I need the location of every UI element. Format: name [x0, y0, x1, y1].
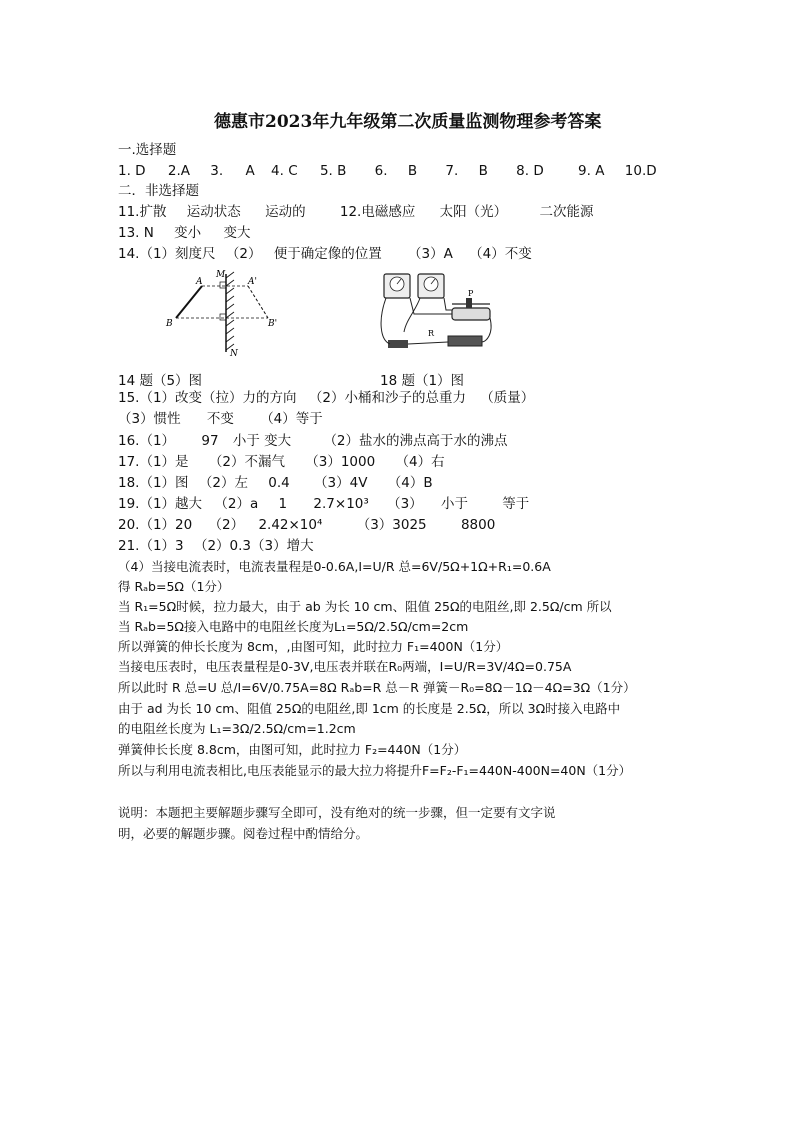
answer-3-num: 3. — [210, 163, 224, 179]
label-m: M — [216, 270, 226, 280]
note-line-2: 明，必要的解题步骤。阅卷过程中酌情给分。 — [118, 826, 369, 841]
q18-d: （3）4V — [314, 475, 368, 491]
q15-f: （4）等于 — [260, 411, 323, 427]
label-n: N — [230, 349, 238, 358]
q14-d: （3）A — [408, 246, 453, 262]
answer-8: 8. D — [516, 163, 544, 179]
q21-a: 21.（1）3 — [118, 538, 184, 554]
q18-c: 0.4 — [268, 475, 290, 491]
q19-g: 等于 — [502, 496, 530, 512]
explain-line-3: 当 R₁=5Ω时候，拉力最大，由于 ab 为长 10 cm、阻值 25Ω的电阻丝,即 2.5Ω/cm 所以 — [118, 599, 612, 614]
page-title: 德惠市2023年九年级第二次质量监测物理参考答案 — [214, 112, 602, 132]
q16-d: （2）盐水的沸点高于水的沸点 — [323, 433, 508, 449]
explain-line-7: 所以此时 R 总=U 总/I=6V/0.75A=8Ω Rₐb=R 总－R 弹簧－R₀=8Ω－1Ω－4Ω=3Ω（1分） — [118, 680, 636, 695]
q14-e: （4）不变 — [469, 246, 532, 262]
q20-e: 8800 — [460, 517, 496, 533]
image-ab — [248, 286, 268, 318]
q17-d: （4）右 — [395, 454, 445, 470]
explain-line-1: （4）当接电流表时，电流表量程是0-0.6A,I=U/R 总=6V/5Ω+1Ω+R₁=0.6A — [118, 559, 551, 574]
q17-b: （2）不漏气 — [208, 454, 285, 470]
label-p: P — [468, 289, 474, 298]
answer-1: 1. D — [118, 163, 146, 179]
q18-row — [118, 474, 433, 492]
answer-3-val: A — [245, 163, 255, 179]
note-line-1: 说明：本题把主要解题步骤写全即可，没有绝对的统一步骤，但一定要有文字说 — [118, 805, 556, 820]
mirror-hatching — [226, 272, 234, 350]
explain-line-9: 的电阻丝长度为 L₁=3Ω/2.5Ω/cm=1.2cm — [118, 721, 356, 736]
label-a-prime: A' — [248, 277, 257, 287]
explain-line-4: 当 Rₐb=5Ω接入电路中的电阻丝长度为L₁=5Ω/2.5Ω/cm=2cm — [118, 619, 469, 634]
q19-c: 1 — [278, 496, 288, 512]
q12-c: 二次能源 — [539, 204, 594, 220]
right-angle-mark-b — [220, 314, 226, 320]
answer-4: 4. C — [271, 163, 298, 179]
q11-b: 运动状态 — [186, 204, 241, 220]
section-nonchoice-heading: 二．非选择题 — [118, 183, 199, 199]
q20-c: 2.42×10⁴ — [258, 517, 323, 533]
explain-line-10: 弹簧伸长长度 8.8cm，由图可知，此时拉力 F₂=440N（1分） — [118, 742, 467, 757]
caption-right: 18 题（1）图 — [380, 373, 465, 389]
explain-line-2: 得 Rₐb=5Ω（1分） — [118, 579, 230, 594]
answer-7-num: 7. — [445, 163, 459, 179]
q20-d: （3）3025 — [356, 517, 427, 533]
answer-10: 10.D — [624, 163, 657, 179]
q16-a: 16.（1） — [118, 433, 176, 449]
q15-a: 15.（1）改变（拉）力的方向 — [118, 390, 297, 406]
mirror-figure — [160, 268, 290, 358]
q17-c: （3）1000 — [305, 454, 376, 470]
q18-a: 18.（1）图 — [118, 475, 189, 491]
q15-b: （2）小桶和沙子的总重力 — [308, 390, 466, 406]
q13-row — [118, 224, 250, 242]
q16-row — [118, 432, 508, 450]
answer-6-val: B — [407, 163, 418, 179]
q15-d: （3）惯性 — [118, 411, 181, 427]
q16-c: 小于 变大 — [232, 433, 292, 449]
q21-row — [118, 537, 314, 555]
q14-row — [118, 245, 532, 263]
q19-f: 小于 — [440, 496, 468, 512]
label-a: A — [196, 277, 203, 287]
q20-row — [118, 516, 495, 534]
q14-a: 14.（1）刻度尺 — [118, 246, 216, 262]
label-r: R — [428, 329, 435, 338]
answer-9: 9. A — [578, 163, 605, 179]
circuit-figure — [376, 270, 494, 360]
q16-b: 97 — [201, 433, 219, 449]
caption-left: 14 题（5）图 — [118, 373, 203, 389]
explain-line-5: 所以弹簧的伸长长度为 8cm，,由图可知，此时拉力 F₁=400N（1分） — [118, 639, 509, 654]
section-choice-heading: 一.选择题 — [118, 142, 177, 158]
explain-line-6: 当接电压表时，电压表量程是0-3V,电压表并联在R₀两端，I=U/R=3V/4Ω=0.75A — [118, 659, 572, 674]
q15-e: 不变 — [206, 411, 234, 427]
q19-a: 19.（1）越大 — [118, 496, 203, 512]
q14-b: （2） — [225, 246, 262, 262]
q21-b: （2）0.3（3）增大 — [193, 538, 314, 554]
q19-b: （2）a — [214, 496, 259, 512]
q19-d: 2.7×10³ — [313, 496, 369, 512]
explain-line-11: 所以与利用电流表相比,电压表能显示的最大拉力将提升F=F₂-F₁=440N-400N=40N（1分） — [118, 763, 632, 778]
answer-2: 2.A — [167, 163, 190, 179]
rheostat — [452, 308, 490, 320]
slider — [466, 298, 472, 308]
q18-e: （4）B — [387, 475, 433, 491]
answer-7-val: B — [478, 163, 488, 179]
q12-b: 太阳（光） — [439, 204, 508, 220]
object-ab — [176, 286, 202, 318]
q20-a: 20.（1）20 — [118, 517, 193, 533]
q19-e: （3） — [387, 496, 423, 512]
q11-12-row — [118, 203, 593, 221]
q13-b: 变小 — [174, 225, 202, 241]
q13-c: 变大 — [223, 225, 251, 241]
label-b-prime: B' — [268, 319, 278, 329]
choice-answers-row — [118, 162, 657, 180]
q15-row-a — [118, 389, 534, 407]
q11-c: 运动的 — [265, 204, 306, 220]
q17-a: 17.（1）是 — [118, 454, 189, 470]
q15-c: （质量） — [480, 390, 535, 406]
q19-row — [118, 495, 529, 513]
answer-6-num: 6. — [374, 163, 388, 179]
answer-5: 5. B — [319, 163, 347, 179]
q17-row — [118, 453, 445, 471]
q11-a: 11.扩散 — [118, 204, 167, 220]
q20-b: （2） — [208, 517, 245, 533]
q14-c: 便于确定像的位置 — [273, 246, 382, 262]
right-angle-mark-a — [220, 282, 226, 288]
resistor-r — [448, 336, 482, 346]
q13-a: 13. N — [118, 225, 154, 241]
q18-b: （2）左 — [198, 475, 248, 491]
q15-row-b — [118, 410, 323, 428]
explain-line-8: 由于 ad 为长 10 cm、阻值 25Ω的电阻丝,即 1cm 的长度是 2.5Ω，所以 3Ω时接入电路中 — [118, 701, 621, 716]
label-b: B — [166, 319, 173, 329]
switch — [388, 340, 408, 348]
q12-a: 12.电磁感应 — [339, 204, 416, 220]
